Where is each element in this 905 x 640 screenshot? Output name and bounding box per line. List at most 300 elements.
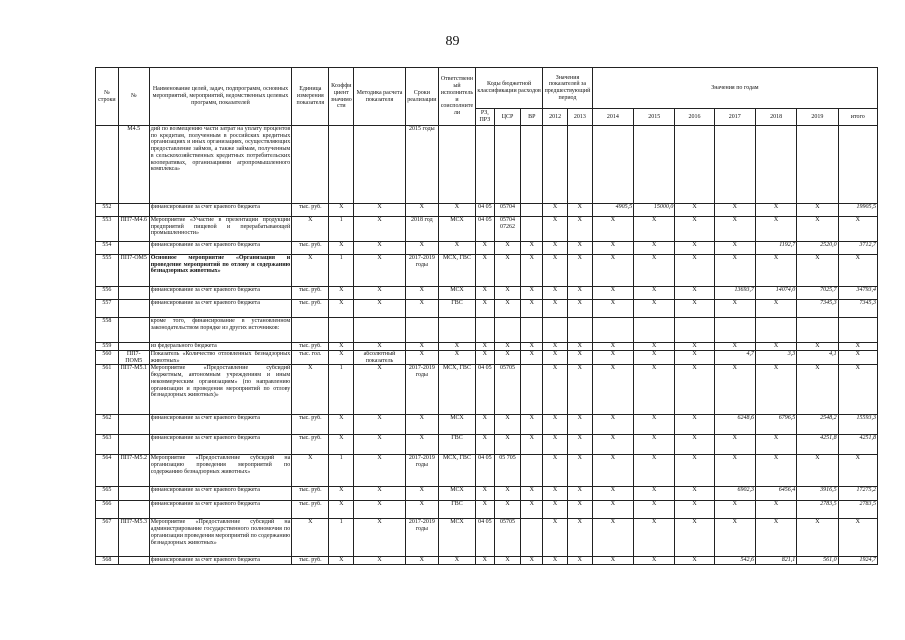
coef-cell: 1 — [329, 255, 354, 287]
header-no: № — [118, 68, 149, 126]
unit-cell: тыс. руб. — [292, 435, 329, 455]
unit-cell: тыс. руб. — [292, 242, 329, 255]
year-2019-cell: X — [797, 204, 838, 217]
year-2012-cell: X — [543, 415, 568, 435]
table-row — [96, 204, 878, 217]
year-2015-cell: X — [634, 487, 675, 501]
year-2017-cell: 4,7 — [714, 351, 755, 365]
row-number-cell: 558 — [96, 318, 119, 343]
terms-cell: 2018 год — [405, 217, 438, 242]
total-cell: 15593,3 — [838, 415, 877, 435]
coef-cell: X — [329, 242, 354, 255]
year-2012-cell: X — [543, 435, 568, 455]
year-2013-cell: X — [567, 501, 592, 519]
year-2019-cell — [797, 318, 838, 343]
csr-cell: X — [494, 351, 521, 365]
csr-cell — [494, 126, 521, 204]
responsible-cell: МСХ, ГВС — [438, 455, 475, 487]
header-year-2019: 2019 — [797, 109, 838, 126]
unit-cell — [292, 318, 329, 343]
table-row — [96, 242, 878, 255]
header-year-2012: 2012 — [543, 109, 568, 126]
total-cell: X — [838, 343, 877, 351]
year-2019-cell: 7345,3 — [797, 300, 838, 318]
vr-cell — [521, 455, 543, 487]
year-2014-cell: X — [592, 351, 633, 365]
year-2013-cell — [567, 318, 592, 343]
vr-cell: X — [521, 557, 543, 565]
rz-cell: X — [476, 287, 495, 300]
year-2016-cell: X — [675, 557, 714, 565]
responsible-cell: ГВС — [438, 300, 475, 318]
vr-cell — [521, 519, 543, 557]
header-year-2018: 2018 — [755, 109, 796, 126]
rz-cell: X — [476, 435, 495, 455]
year-2012-cell: X — [543, 343, 568, 351]
header-year-2014: 2014 — [592, 109, 633, 126]
year-2015-cell — [634, 126, 675, 204]
year-2017-cell: X — [714, 365, 755, 415]
responsible-cell: МСХ, ГВС — [438, 365, 475, 415]
year-2015-cell: X — [634, 365, 675, 415]
year-2014-cell: X — [592, 242, 633, 255]
table-row — [96, 217, 878, 242]
vr-cell: X — [521, 487, 543, 501]
unit-cell: тыс. руб. — [292, 343, 329, 351]
year-2018-cell: X — [755, 300, 796, 318]
name-cell: финансирование за счет краевого бюджета — [149, 487, 292, 501]
header-name: Наименование целей, задач, подпрограмм, основных мероприятий, мероприятий, ведомственных целевых программ, показателей — [149, 68, 292, 126]
year-2014-cell: X — [592, 255, 633, 287]
year-2014-cell: 4905,5 — [592, 204, 633, 217]
table-row — [96, 519, 878, 557]
year-2015-cell: X — [634, 435, 675, 455]
year-2018-cell: X — [755, 217, 796, 242]
method-cell: X — [354, 435, 406, 455]
table-header — [96, 68, 878, 126]
year-2019-cell: 561,0 — [797, 557, 838, 565]
name-cell: финансирование за счет краевого бюджета — [149, 415, 292, 435]
header-year-2013: 2013 — [567, 109, 592, 126]
method-cell: X — [354, 217, 406, 242]
unit-cell: тыс. руб. — [292, 300, 329, 318]
terms-cell: X — [405, 415, 438, 435]
year-2013-cell: X — [567, 343, 592, 351]
year-2014-cell: X — [592, 217, 633, 242]
rz-cell — [476, 126, 495, 204]
year-2014-cell — [592, 318, 633, 343]
unit-cell: X — [292, 255, 329, 287]
responsible-cell: МСХ — [438, 415, 475, 435]
method-cell: X — [354, 242, 406, 255]
year-2019-cell: 2520,0 — [797, 242, 838, 255]
header-vr: ВР — [521, 109, 543, 126]
code-cell — [118, 343, 149, 351]
vr-cell: X — [521, 351, 543, 365]
unit-cell: тыс. руб. — [292, 501, 329, 519]
table-body — [96, 126, 878, 565]
year-2018-cell — [755, 126, 796, 204]
rz-cell: X — [476, 255, 495, 287]
year-2015-cell: X — [634, 242, 675, 255]
year-2015-cell: X — [634, 217, 675, 242]
table-row — [96, 415, 878, 435]
name-cell: финансирование за счет краевого бюджета — [149, 242, 292, 255]
total-cell: 7345,3 — [838, 300, 877, 318]
year-2016-cell: X — [675, 287, 714, 300]
terms-cell: X — [405, 351, 438, 365]
year-2013-cell: X — [567, 217, 592, 242]
year-2014-cell: X — [592, 435, 633, 455]
year-2015-cell: X — [634, 415, 675, 435]
name-cell: Мероприятие «Предоставление субсидий бюджетным, автономным учреждениям и иным некоммерческим организациям» (по направлению организации и проведения мероприятий по отлову безнадзорных животных)» — [149, 365, 292, 415]
csr-cell: 05704 — [494, 204, 521, 217]
year-2016-cell: X — [675, 519, 714, 557]
year-2014-cell: X — [592, 287, 633, 300]
header-rz: РЗ, ПРЗ — [476, 109, 495, 126]
method-cell — [354, 126, 406, 204]
header-row-no: № строки — [96, 68, 119, 126]
csr-cell: 05 705 — [494, 455, 521, 487]
unit-cell: тыс. руб. — [292, 204, 329, 217]
year-2016-cell: X — [675, 435, 714, 455]
year-2017-cell: X — [714, 455, 755, 487]
header-year-2016: 2016 — [675, 109, 714, 126]
coef-cell: X — [329, 487, 354, 501]
total-cell: X — [838, 365, 877, 415]
name-cell: кроме того, финансирование в установленном законодательством порядке из других источников: — [149, 318, 292, 343]
unit-cell: тыс. гол. — [292, 351, 329, 365]
coef-cell: 1 — [329, 217, 354, 242]
code-cell — [118, 287, 149, 300]
name-cell: из федерального бюджета — [149, 343, 292, 351]
year-2017-cell: X — [714, 343, 755, 351]
row-number-cell: 556 — [96, 287, 119, 300]
total-cell: 1924,7 — [838, 557, 877, 565]
year-2018-cell: 14074,0 — [755, 287, 796, 300]
year-2012-cell: X — [543, 501, 568, 519]
year-2016-cell: X — [675, 351, 714, 365]
year-2014-cell: X — [592, 519, 633, 557]
total-cell: X — [838, 351, 877, 365]
year-2015-cell — [634, 318, 675, 343]
year-2016-cell: X — [675, 217, 714, 242]
method-cell: X — [354, 519, 406, 557]
year-2018-cell: 6456,4 — [755, 487, 796, 501]
terms-cell: 2017-2019 годы — [405, 365, 438, 415]
year-2018-cell: X — [755, 519, 796, 557]
method-cell: X — [354, 487, 406, 501]
header-terms: Сроки реализации — [405, 68, 438, 126]
method-cell: X — [354, 287, 406, 300]
coef-cell: X — [329, 204, 354, 217]
terms-cell: X — [405, 287, 438, 300]
row-number-cell: 561 — [96, 365, 119, 415]
year-2019-cell: X — [797, 519, 838, 557]
year-2014-cell: X — [592, 501, 633, 519]
table-row — [96, 287, 878, 300]
year-2019-cell: X — [797, 217, 838, 242]
vr-cell: X — [521, 343, 543, 351]
vr-cell: X — [521, 300, 543, 318]
header-values-by-year: Значения по годам — [592, 68, 877, 109]
total-cell: 17275,2 — [838, 487, 877, 501]
csr-cell: X — [494, 435, 521, 455]
table-row — [96, 501, 878, 519]
total-cell: 2783,5 — [838, 501, 877, 519]
vr-cell: X — [521, 415, 543, 435]
row-number-cell: 555 — [96, 255, 119, 287]
vr-cell: X — [521, 501, 543, 519]
table-row — [96, 365, 878, 415]
vr-cell: X — [521, 242, 543, 255]
coef-cell: 1 — [329, 455, 354, 487]
responsible-cell: X — [438, 204, 475, 217]
terms-cell — [405, 318, 438, 343]
year-2013-cell: X — [567, 242, 592, 255]
coef-cell: X — [329, 435, 354, 455]
method-cell: X — [354, 204, 406, 217]
unit-cell: X — [292, 519, 329, 557]
year-2019-cell: X — [797, 455, 838, 487]
year-2012-cell: X — [543, 300, 568, 318]
header-responsible: Ответственный исполнитель и соисполнители — [438, 68, 475, 126]
year-2014-cell: X — [592, 455, 633, 487]
coef-cell: 1 — [329, 519, 354, 557]
responsible-cell: X — [438, 351, 475, 365]
year-2015-cell: X — [634, 557, 675, 565]
year-2016-cell: X — [675, 455, 714, 487]
year-2015-cell: X — [634, 351, 675, 365]
year-2014-cell: X — [592, 415, 633, 435]
total-cell: 34793,4 — [838, 287, 877, 300]
method-cell: X — [354, 365, 406, 415]
unit-cell: тыс. руб. — [292, 415, 329, 435]
year-2018-cell: X — [755, 255, 796, 287]
row-number-cell: 559 — [96, 343, 119, 351]
year-2012-cell — [543, 126, 568, 204]
year-2017-cell: 6902,3 — [714, 487, 755, 501]
row-number-cell: 562 — [96, 415, 119, 435]
row-number-cell: 560 — [96, 351, 119, 365]
responsible-cell: X — [438, 343, 475, 351]
year-2015-cell: X — [634, 455, 675, 487]
coef-cell: X — [329, 501, 354, 519]
method-cell: X — [354, 255, 406, 287]
responsible-cell: X — [438, 242, 475, 255]
year-2019-cell: 2783,5 — [797, 501, 838, 519]
row-number-cell: 554 — [96, 242, 119, 255]
code-cell — [118, 242, 149, 255]
table-row — [96, 255, 878, 287]
header-method: Методика расчета показателя — [354, 68, 406, 126]
rz-cell: X — [476, 242, 495, 255]
responsible-cell: МСХ, ГВС — [438, 255, 475, 287]
rz-cell: X — [476, 343, 495, 351]
rz-cell: 04 05 — [476, 519, 495, 557]
terms-cell: 2017-2019 годы — [405, 455, 438, 487]
table-row — [96, 343, 878, 351]
table-row — [96, 318, 878, 343]
year-2013-cell: X — [567, 204, 592, 217]
coef-cell: X — [329, 351, 354, 365]
header-total: итого — [838, 109, 877, 126]
year-2014-cell: X — [592, 557, 633, 565]
year-2016-cell: X — [675, 501, 714, 519]
year-2015-cell: X — [634, 287, 675, 300]
year-2017-cell: X — [714, 501, 755, 519]
year-2019-cell: 4,1 — [797, 351, 838, 365]
year-2012-cell — [543, 318, 568, 343]
coef-cell: X — [329, 287, 354, 300]
code-cell: ПП7-М5.1 — [118, 365, 149, 415]
header-unit: Единица измерения показателя — [292, 68, 329, 126]
responsible-cell — [438, 318, 475, 343]
year-2012-cell: X — [543, 204, 568, 217]
year-2016-cell: X — [675, 242, 714, 255]
row-number-cell: 564 — [96, 455, 119, 487]
csr-cell: X — [494, 242, 521, 255]
row-number-cell: 567 — [96, 519, 119, 557]
year-2016-cell: X — [675, 415, 714, 435]
terms-cell: X — [405, 487, 438, 501]
total-cell: 4251,8 — [838, 435, 877, 455]
year-2016-cell: X — [675, 487, 714, 501]
year-2012-cell: X — [543, 365, 568, 415]
unit-cell: тыс. руб. — [292, 487, 329, 501]
responsible-cell — [438, 126, 475, 204]
year-2015-cell: 15000,0 — [634, 204, 675, 217]
year-2012-cell: X — [543, 287, 568, 300]
year-2018-cell: X — [755, 435, 796, 455]
year-2017-cell — [714, 318, 755, 343]
name-cell: Показатель «Количество отловленных безнадзорных животных» — [150, 351, 291, 364]
year-2014-cell: X — [592, 487, 633, 501]
terms-cell: 2017-2019 годы — [405, 519, 438, 557]
name-cell: Мероприятие «Участие в презентации продукции предприятий пищевой и перерабатывающей промышленности» — [149, 217, 292, 242]
header-csr: ЦСР — [494, 109, 521, 126]
year-2017-cell — [714, 126, 755, 204]
year-2012-cell: X — [543, 557, 568, 565]
rz-cell: 04 05 — [476, 365, 495, 415]
code-cell — [118, 318, 149, 343]
terms-cell: X — [405, 242, 438, 255]
total-cell: 19905,5 — [838, 204, 877, 217]
name-cell: Основное мероприятие «Организация и проведение мероприятий по отлову и содержанию безнадзорных животных» — [149, 255, 292, 287]
name-cell: финансирование за счет краевого бюджета — [149, 287, 292, 300]
header-budget-codes: Коды бюджетной классификации расходов — [476, 68, 543, 109]
table-row — [96, 300, 878, 318]
year-2013-cell: X — [567, 435, 592, 455]
year-2016-cell — [675, 318, 714, 343]
row-number-cell: 568 — [96, 557, 119, 565]
method-cell: X — [354, 455, 406, 487]
csr-cell: X — [494, 415, 521, 435]
table-row — [96, 435, 878, 455]
terms-cell: X — [405, 300, 438, 318]
year-2019-cell: 3916,5 — [797, 487, 838, 501]
name-cell: Мероприятие «Предоставление субсидий на администрирование государственного полномочия по организации проведения мероприятий по содержанию безнадзорных животных» — [149, 519, 292, 557]
csr-cell: 05705 — [494, 519, 521, 557]
coef-cell: X — [329, 343, 354, 351]
unit-cell: тыс. руб. — [292, 557, 329, 565]
year-2017-cell: 6248,6 — [714, 415, 755, 435]
vr-cell: X — [521, 255, 543, 287]
coef-cell: 1 — [329, 365, 354, 415]
year-2018-cell: 1192,7 — [755, 242, 796, 255]
method-cell — [354, 318, 406, 343]
name-cell: финансирование за счет краевого бюджета — [149, 435, 292, 455]
csr-cell: X — [494, 501, 521, 519]
csr-cell: X — [494, 300, 521, 318]
name-cell: финансирование за счет краевого бюджета — [149, 557, 292, 565]
year-2013-cell: X — [567, 365, 592, 415]
total-cell: X — [838, 455, 877, 487]
year-2015-cell: X — [634, 501, 675, 519]
unit-cell — [292, 126, 329, 204]
year-2014-cell: X — [592, 343, 633, 351]
year-2016-cell: X — [675, 300, 714, 318]
header-previous-period: Значения показателей за предшествующий период — [543, 68, 593, 109]
rz-cell: 04 05 — [476, 455, 495, 487]
year-2017-cell: X — [714, 435, 755, 455]
table-row — [96, 487, 878, 501]
year-2013-cell: X — [567, 287, 592, 300]
name-cell: Мероприятие «Предоставление субсидий на организацию проведения мероприятий по содержанию безнадзорных животных» — [149, 455, 292, 487]
year-2013-cell: X — [567, 455, 592, 487]
name-cell: дий по возмещению части затрат на уплату процентов по кредитам, полученным в российских кредитных организациях и иных организациях, осуществляющих предоставление займов, а также займам, полученным в сельскохозяйственных кредитных потребительских кооперативах, организациями агропромышленного комплекса» — [149, 126, 292, 204]
year-2018-cell: X — [755, 343, 796, 351]
year-2012-cell: X — [543, 455, 568, 487]
year-2014-cell: X — [592, 300, 633, 318]
year-2017-cell: X — [714, 242, 755, 255]
program-table — [95, 67, 878, 565]
year-2019-cell — [797, 126, 838, 204]
terms-cell: X — [405, 501, 438, 519]
year-2013-cell: X — [567, 351, 592, 365]
name-cell: финансирование за счет краевого бюджета — [149, 501, 292, 519]
coef-cell: X — [329, 557, 354, 565]
row-number-cell: 563 — [96, 435, 119, 455]
code-cell — [118, 557, 149, 565]
vr-cell: X — [521, 435, 543, 455]
year-2012-cell: X — [543, 351, 568, 365]
page-number: 89 — [445, 34, 460, 49]
terms-cell: X — [405, 557, 438, 565]
coef-cell: X — [329, 300, 354, 318]
program-table-wrapper — [95, 67, 878, 565]
terms-cell: 2017-2019 годы — [405, 255, 438, 287]
csr-cell — [494, 318, 521, 343]
rz-cell: X — [476, 351, 495, 365]
csr-cell: X — [494, 287, 521, 300]
rz-cell — [476, 318, 495, 343]
code-cell: ПП7-М5.2 — [118, 455, 149, 487]
year-2018-cell — [755, 318, 796, 343]
terms-cell: X — [405, 204, 438, 217]
year-2019-cell: 2548,2 — [797, 415, 838, 435]
csr-cell: X — [494, 487, 521, 501]
csr-cell: 05704 07262 — [494, 217, 521, 242]
vr-cell — [521, 365, 543, 415]
row-number-cell: 552 — [96, 204, 119, 217]
year-2018-cell: 6796,5 — [755, 415, 796, 435]
unit-cell: X — [292, 365, 329, 415]
method-cell: X — [354, 343, 406, 351]
method-cell: X — [354, 415, 406, 435]
year-2014-cell: X — [592, 365, 633, 415]
year-2017-cell: X — [714, 204, 755, 217]
